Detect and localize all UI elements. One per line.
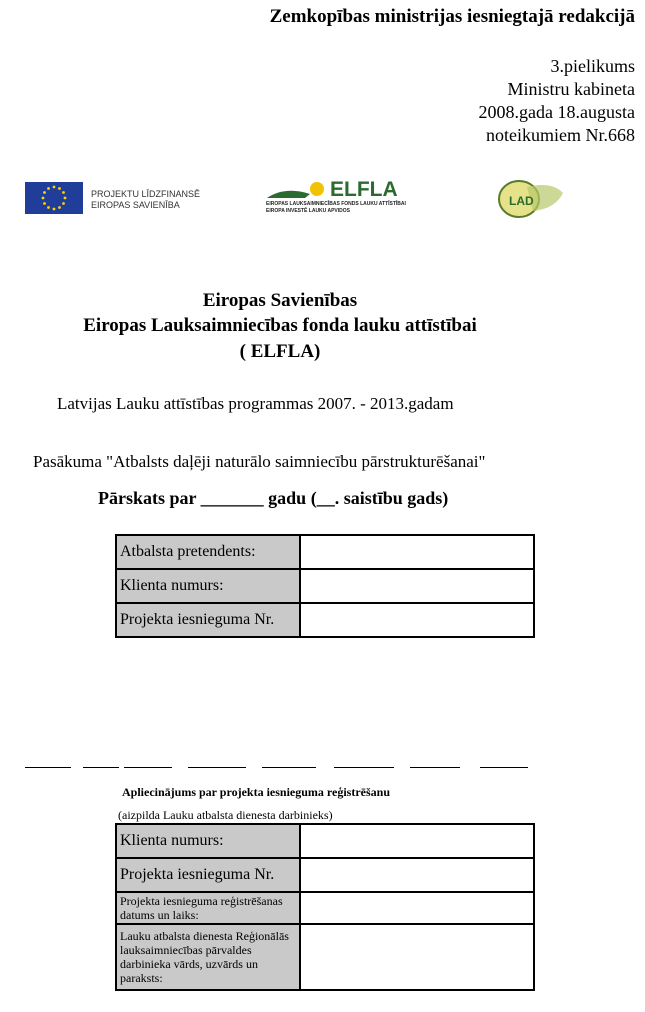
applicant-field[interactable]	[300, 535, 534, 569]
program-name: Latvijas Lauku attīstības programmas 2007. - 2013.gadam	[57, 394, 454, 413]
registration-title: Apliecinājums par projekta iesnieguma reģistrēšanu	[122, 785, 391, 799]
cut-line-dash	[83, 767, 119, 768]
reg-datetime-field[interactable]	[300, 892, 534, 924]
cut-line-dash	[262, 767, 316, 768]
cut-line-dash	[188, 767, 246, 768]
table-row	[116, 535, 534, 569]
table-row	[116, 824, 534, 858]
reg-application-number-field[interactable]	[300, 858, 534, 892]
applicant-label: Atbalsta pretendents:	[116, 535, 300, 569]
annex-line: 3.pielikums	[550, 56, 635, 76]
table-row	[116, 603, 534, 637]
cut-line-dash	[124, 767, 172, 768]
lad-logo	[497, 179, 567, 219]
eu-flag-logo	[25, 182, 83, 214]
registration-table	[115, 823, 535, 991]
application-number-label: Projekta iesnieguma Nr.	[116, 603, 300, 637]
cut-line-dash	[334, 767, 394, 768]
eu-text-line: PROJEKTU LĪDZFINANSĒ	[91, 189, 201, 199]
eu-cofinance-text	[91, 189, 200, 211]
registration-subtitle: (aizpilda Lauku atbalsta dienesta darbinieks)	[118, 808, 333, 822]
elfla-wordmark: ELFLA	[330, 178, 398, 201]
annex-line: Ministru kabineta	[507, 79, 635, 99]
title-line-1: Eiropas Savienības	[202, 290, 358, 311]
client-number-label: Klienta numurs:	[116, 569, 300, 603]
cut-line-dash	[410, 767, 460, 768]
reg-application-number-label: Projekta iesnieguma Nr.	[116, 858, 300, 892]
client-number-field[interactable]	[300, 569, 534, 603]
table-row	[116, 924, 534, 990]
table-row	[116, 892, 534, 924]
reg-client-number-label: Klienta numurs:	[116, 824, 300, 858]
elfla-sub-line: EIROPA INVESTĒ LAUKU APVIDOS	[266, 208, 350, 214]
cut-line-dash	[480, 767, 528, 768]
report-heading: Pārskats par _______ gadu (__. saistību gads)	[98, 488, 449, 508]
reg-datetime-label: Projekta iesnieguma reģistrēšanas datums un laiks:	[116, 892, 300, 924]
edition-note: Zemkopības ministrijas iesniegtajā redakcijā	[269, 6, 635, 27]
reg-officer-label: Lauku atbalsta dienesta Reģionālās lauksaimniecības pārvaldes darbinieka vārds, uzvārds un paraksts:	[116, 924, 300, 990]
table-row	[116, 569, 534, 603]
annex-reference	[479, 55, 635, 147]
eu-text-line: EIROPAS SAVIENĪBA	[91, 200, 180, 210]
measure-name: Pasākuma "Atbalsts daļēji naturālo saimniecību pārstrukturēšanai"	[33, 452, 486, 471]
application-number-field[interactable]	[300, 603, 534, 637]
reg-client-number-field[interactable]	[300, 824, 534, 858]
annex-line: 2008.gada 18.augusta	[478, 102, 635, 122]
applicant-table	[115, 534, 535, 638]
elfla-sub-line: EIROPAS LAUKSAIMNIECĪBAS FONDS LAUKU ATTĪSTĪBAI	[266, 201, 406, 207]
lad-logo-text: LAD	[509, 194, 534, 208]
elfla-subtitle	[266, 201, 406, 215]
reg-officer-field[interactable]	[300, 924, 534, 990]
cut-line-dash	[25, 767, 71, 768]
title-line-3: ( ELFLA)	[239, 341, 321, 362]
table-row	[116, 858, 534, 892]
annex-line: noteikumiem Nr.668	[486, 125, 635, 145]
title-line-2: Eiropas Lauksaimniecības fonda lauku attīstībai	[83, 315, 477, 336]
